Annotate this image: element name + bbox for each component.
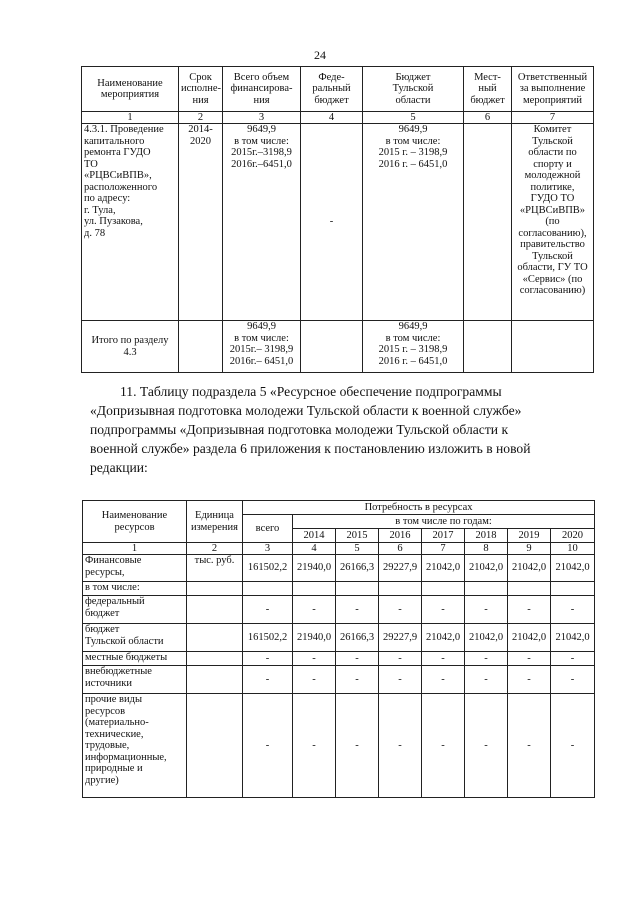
- resource-year-value: 21042,0: [465, 555, 508, 582]
- col-num: 7: [422, 543, 465, 555]
- text-line: согласованию),: [518, 227, 587, 239]
- text-line: бюджет: [85, 607, 120, 619]
- text-line: в том числе:: [234, 332, 289, 344]
- paragraph-line: редакции:: [90, 460, 148, 475]
- col-num: 10: [551, 543, 595, 555]
- text-line: ния: [253, 94, 270, 106]
- resource-total-value: -: [243, 666, 293, 694]
- text-line: 4.3: [123, 346, 137, 358]
- text-line: Итого по разделу: [91, 335, 169, 346]
- text-line: ральный: [312, 83, 351, 95]
- text-line: 9649,9: [247, 321, 276, 332]
- resource-year-value: 21042,0: [508, 624, 551, 652]
- text-line: 2015г.– 3198,9: [229, 344, 294, 355]
- resource-year-value: 29227,9: [379, 624, 422, 652]
- text-line: Феде-: [318, 71, 345, 83]
- text-line: ул. Пузакова,: [84, 216, 143, 227]
- text-line: спорту и: [533, 158, 572, 170]
- header-federal-budget: [301, 67, 363, 112]
- header-local-budget: [464, 67, 512, 112]
- text-line: за выполнение: [519, 83, 586, 95]
- text-line: расположенного: [84, 181, 158, 193]
- resource-label: [83, 555, 187, 582]
- resource-year-value: 29227,9: [379, 555, 422, 582]
- resource-year-value: 21042,0: [551, 555, 595, 582]
- resource-unit: [187, 582, 243, 596]
- header-activity-name: [82, 67, 179, 112]
- text-line: капитального: [84, 135, 145, 147]
- resource-year-value: 26166,3: [336, 555, 379, 582]
- paragraph-line: военной службе» раздела 6 приложения к постановлению изложить в новой: [90, 441, 531, 456]
- paragraph-line: 11. Таблицу подраздела 5 «Ресурсное обеспечение подпрограммы: [120, 384, 502, 399]
- text-line: ГУДО ТО: [530, 193, 575, 204]
- text-line: области: [395, 94, 431, 106]
- text-line: Всего объем: [233, 71, 290, 83]
- resource-year-value: -: [422, 652, 465, 666]
- text-line: ремонта ГУДО: [84, 147, 151, 158]
- resource-unit: [187, 652, 243, 666]
- text-line: ресурсов: [114, 521, 155, 533]
- resource-year-value: [336, 582, 379, 596]
- col-num: 4: [301, 112, 363, 124]
- text-line: трудовые,: [85, 740, 130, 751]
- header-total-funding: [223, 67, 301, 112]
- text-line: Ответственный: [517, 71, 588, 83]
- text-line: Тульской: [532, 135, 573, 147]
- text-line: мероприятий: [523, 94, 582, 106]
- resource-year-value: -: [551, 694, 595, 798]
- resource-year-value: -: [336, 596, 379, 624]
- activity-regional: [363, 124, 464, 321]
- resource-year-value: -: [465, 666, 508, 694]
- col-num: 3: [243, 543, 293, 555]
- header-regional-budget: [363, 67, 464, 112]
- empty-cell: [512, 321, 594, 373]
- resource-year-value: 26166,3: [336, 624, 379, 652]
- year-2015: 2015: [336, 529, 379, 543]
- resource-year-value: 21042,0: [422, 555, 465, 582]
- text-line: федеральный: [85, 596, 145, 607]
- text-line: 2016г.– 6451,0: [229, 355, 294, 367]
- year-2019: 2019: [508, 529, 551, 543]
- resource-year-value: 21940,0: [293, 624, 336, 652]
- text-line: ТО: [84, 158, 98, 170]
- col-num: 1: [82, 112, 179, 124]
- resources-table-body: [83, 555, 595, 798]
- resource-year-value: [465, 582, 508, 596]
- text-line: финансирова-: [230, 83, 293, 95]
- text-line: Финансовые: [85, 555, 142, 566]
- text-line: ресурсов: [85, 705, 126, 717]
- activity-name: [82, 124, 179, 321]
- text-line: 9649,9: [398, 321, 428, 332]
- text-line: исполне-: [181, 83, 222, 95]
- activity-term: [179, 124, 223, 321]
- table-row: [83, 652, 595, 666]
- col-num: 2: [179, 112, 223, 124]
- text-line: (по: [545, 216, 560, 227]
- resource-year-value: -: [422, 666, 465, 694]
- col-num: 1: [83, 543, 187, 555]
- resource-year-value: -: [508, 596, 551, 624]
- resource-year-value: -: [293, 694, 336, 798]
- text-line: Тульской: [532, 250, 573, 262]
- resource-year-value: [293, 582, 336, 596]
- text-line: в том числе:: [385, 332, 441, 344]
- empty-cell: [301, 321, 363, 373]
- resource-year-value: -: [336, 652, 379, 666]
- text-line: в том числе:: [85, 582, 140, 593]
- resource-year-value: -: [508, 666, 551, 694]
- col-num: 8: [465, 543, 508, 555]
- text-line: области, ГУ ТО: [517, 262, 588, 273]
- text-line: 9649,9: [247, 124, 276, 135]
- year-2018: 2018: [465, 529, 508, 543]
- year-2016: 2016: [379, 529, 422, 543]
- col-num: 6: [379, 543, 422, 555]
- text-line: по адресу:: [84, 193, 131, 204]
- section-total-label: [82, 321, 179, 373]
- text-line: 4.3.1. Проведение: [84, 124, 164, 135]
- resource-total-value: [243, 582, 293, 596]
- resource-unit: тыс. руб.: [187, 555, 243, 582]
- resource-year-value: 21042,0: [465, 624, 508, 652]
- header-years-caption: в том числе по годам:: [293, 515, 595, 529]
- resource-year-value: -: [508, 652, 551, 666]
- table-row: [83, 694, 595, 798]
- header-total: всего: [243, 515, 293, 543]
- resource-year-value: [551, 582, 595, 596]
- resource-label: [83, 624, 187, 652]
- col-num: 6: [464, 112, 512, 124]
- text-line: «РЦВСиВПВ»: [519, 204, 586, 216]
- text-line: Мест-: [474, 71, 501, 83]
- text-line: Срок: [189, 71, 212, 83]
- text-line: политике,: [530, 181, 575, 193]
- text-line: технические,: [85, 728, 144, 740]
- table-row: [83, 624, 595, 652]
- paragraph-line: «Допризывная подготовка молодежи Тульской области к военной службе»: [90, 403, 522, 418]
- text-line: ния: [192, 94, 209, 106]
- resource-total-value: 161502,2: [243, 555, 293, 582]
- text-line: 2015 г. – 3198,9: [378, 147, 448, 158]
- resource-total-value: -: [243, 694, 293, 798]
- resource-year-value: -: [293, 596, 336, 624]
- activities-table: [81, 66, 594, 373]
- resource-year-value: -: [422, 694, 465, 798]
- text-line: согласованию): [519, 285, 586, 296]
- table-row: [82, 124, 594, 321]
- text-line: Наименование: [101, 510, 168, 521]
- col-num: 2: [187, 543, 243, 555]
- text-line: «Сервис» (по: [522, 273, 583, 285]
- col-num: 9: [508, 543, 551, 555]
- header-term: [179, 67, 223, 112]
- text-line: ресурсы,: [85, 566, 125, 578]
- section-total-sum: [223, 321, 301, 373]
- text-line: Бюджет: [395, 71, 431, 83]
- text-line: природные и: [85, 763, 143, 774]
- text-line: правительство: [520, 239, 585, 250]
- text-line: 2016 г. – 6451,0: [378, 158, 448, 170]
- resource-label: [83, 596, 187, 624]
- table-row-total: [82, 321, 594, 373]
- col-num: 4: [293, 543, 336, 555]
- text-line: прочие виды: [85, 694, 143, 705]
- resource-year-value: -: [379, 694, 422, 798]
- page-number: 24: [314, 48, 326, 62]
- resource-label: [83, 666, 187, 694]
- text-line: ный: [478, 83, 497, 95]
- resource-year-value: 21042,0: [508, 555, 551, 582]
- resource-total-value: -: [243, 652, 293, 666]
- resource-year-value: -: [551, 666, 595, 694]
- empty-cell: [464, 321, 512, 373]
- resource-year-value: [422, 582, 465, 596]
- text-line: 9649,9: [398, 124, 428, 135]
- resource-total-value: -: [243, 596, 293, 624]
- text-line: источники: [85, 677, 132, 689]
- col-num: 5: [336, 543, 379, 555]
- text-line: местные бюджеты: [85, 652, 168, 663]
- text-line: в том числе:: [234, 135, 289, 147]
- text-line: «РЦВСиВПВ»,: [84, 170, 152, 181]
- resource-year-value: -: [293, 666, 336, 694]
- text-line: г. Тула,: [84, 204, 116, 216]
- activities-table-header: [82, 67, 594, 112]
- table-row: [83, 596, 595, 624]
- col-num: 7: [512, 112, 594, 124]
- resource-year-value: -: [336, 694, 379, 798]
- resource-label: [83, 582, 187, 596]
- paragraph-line: подпрограммы «Допризывная подготовка молодежи Тульской области к: [90, 422, 509, 437]
- text-line: внебюджетные: [85, 666, 152, 677]
- text-line: 2014-: [188, 124, 213, 135]
- resource-year-value: -: [379, 596, 422, 624]
- resource-label: [83, 652, 187, 666]
- resource-label: [83, 694, 187, 798]
- text-line: 2020: [190, 135, 211, 147]
- activity-total: [223, 124, 301, 321]
- header-unit: [187, 501, 243, 543]
- text-line: бюджет: [470, 94, 505, 106]
- resource-year-value: [508, 582, 551, 596]
- resource-year-value: -: [336, 666, 379, 694]
- resource-total-value: 161502,2: [243, 624, 293, 652]
- resource-year-value: [379, 582, 422, 596]
- resource-year-value: 21940,0: [293, 555, 336, 582]
- col-num: 3: [223, 112, 301, 124]
- resource-unit: [187, 666, 243, 694]
- year-2017: 2017: [422, 529, 465, 543]
- resources-header-row-1: [83, 501, 595, 515]
- text-line: в том числе:: [385, 135, 441, 147]
- text-line: бюджет: [314, 94, 349, 106]
- table-row: [83, 555, 595, 582]
- resource-unit: [187, 596, 243, 624]
- header-resource-name: [83, 501, 187, 543]
- resource-year-value: -: [422, 596, 465, 624]
- text-line: информационные,: [85, 751, 167, 763]
- text-line: Тульской: [392, 83, 434, 95]
- text-line: измерения: [191, 521, 238, 533]
- text-line: 2015г.–3198,9: [231, 147, 292, 158]
- activity-responsible: [512, 124, 594, 321]
- table-row: [83, 666, 595, 694]
- header-need: Потребность в ресурсах: [243, 501, 595, 515]
- resource-unit: [187, 624, 243, 652]
- resource-year-value: -: [293, 652, 336, 666]
- text-line: другие): [85, 774, 119, 786]
- text-line: 2015 г. – 3198,9: [378, 344, 448, 355]
- text-line: бюджет: [85, 624, 120, 635]
- resource-year-value: 21042,0: [551, 624, 595, 652]
- header-responsible: [512, 67, 594, 112]
- resource-year-value: -: [379, 666, 422, 694]
- col-num: 5: [363, 112, 464, 124]
- resource-unit: [187, 694, 243, 798]
- text-line: области по: [528, 147, 577, 158]
- year-2020: 2020: [551, 529, 595, 543]
- text-line: Тульской области: [85, 635, 164, 647]
- empty-cell: [179, 321, 223, 373]
- column-numbers-row: [83, 543, 595, 555]
- text-line: д. 78: [84, 227, 106, 239]
- activity-local: [464, 124, 512, 321]
- resource-year-value: 21042,0: [422, 624, 465, 652]
- section-total-regional: [363, 321, 464, 373]
- table-row: [83, 582, 595, 596]
- year-2014: 2014: [293, 529, 336, 543]
- text-line: мероприятия: [100, 89, 160, 100]
- text-line: Единица: [195, 510, 234, 521]
- resource-year-value: -: [379, 652, 422, 666]
- text-line: Комитет: [533, 124, 572, 135]
- activity-federal: -: [301, 124, 363, 321]
- text-line: (материально-: [85, 717, 149, 728]
- text-line: молодежной: [524, 170, 581, 181]
- instruction-paragraph: [90, 382, 596, 477]
- resource-year-value: -: [551, 596, 595, 624]
- column-numbers-row: [82, 112, 594, 124]
- text-line: Наименование: [97, 77, 163, 89]
- resource-year-value: -: [465, 596, 508, 624]
- resources-table: [82, 500, 595, 798]
- text-line: 2016 г. – 6451,0: [378, 355, 448, 367]
- resource-year-value: -: [465, 694, 508, 798]
- text-line: 2016г.–6451,0: [231, 158, 292, 170]
- resource-year-value: -: [508, 694, 551, 798]
- resource-year-value: -: [551, 652, 595, 666]
- resource-year-value: -: [465, 652, 508, 666]
